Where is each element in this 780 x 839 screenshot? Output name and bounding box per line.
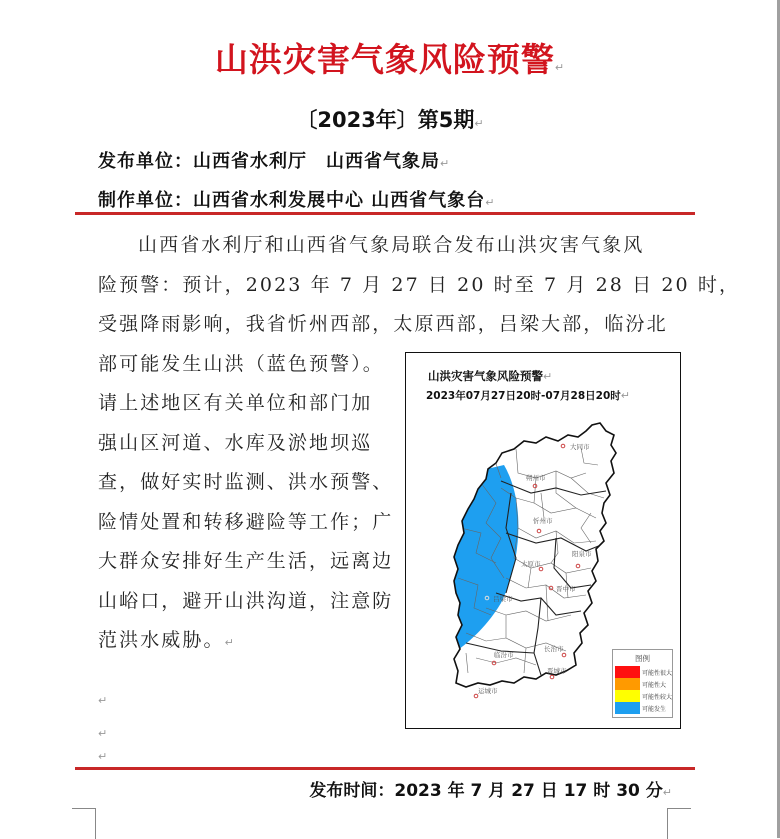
body-line: 山峪口，避开山洪沟道，注意防 — [98, 589, 394, 612]
body-line: 险预警：预计，2023 年 7 月 27 日 20 时至 7 月 28 日 20 时， — [98, 273, 741, 296]
body-line: 险情处置和转移避险等工作；广 — [98, 510, 394, 533]
svg-text:晋城市: 晋城市 — [547, 667, 567, 675]
map-legend — [612, 649, 673, 718]
svg-text:阳泉市: 阳泉市 — [572, 550, 592, 558]
legend-label: 可能性较大 — [642, 694, 673, 701]
paragraph-mark: ↵ — [224, 636, 236, 649]
body-line: 查，做好实时监测、洪水预警、 — [98, 471, 394, 493]
body-line: 部可能发生山洪（蓝色预警）。 — [98, 352, 384, 375]
legend-swatch — [615, 678, 640, 690]
svg-text:长治市: 长治市 — [544, 645, 564, 653]
svg-text:临汾市: 临汾市 — [494, 651, 514, 659]
legend-item-fairly-likely — [615, 690, 673, 702]
legend-label: 可能发生 — [642, 706, 667, 713]
svg-text:忻州市: 忻州市 — [533, 517, 553, 525]
legend-label: 可能性很大 — [642, 670, 673, 677]
legend-swatch — [615, 666, 640, 678]
producer-line — [98, 186, 495, 212]
header-divider — [75, 212, 695, 215]
legend-item-very-likely — [615, 666, 673, 678]
svg-text:太原市: 太原市 — [521, 560, 541, 568]
svg-text:运城市: 运城市 — [478, 687, 498, 695]
map-title: 山洪灾害气象风险预警↵ — [428, 369, 553, 383]
svg-text:吕梁市: 吕梁市 — [493, 595, 513, 603]
paragraph-mark: ↵ — [620, 389, 630, 402]
paragraph-mark: ↵ — [554, 61, 566, 74]
body-line: 强山区河道、水库及淤地坝巡 — [98, 431, 373, 454]
legend-item-possible — [615, 702, 673, 714]
legend-swatch — [615, 702, 640, 714]
paragraph-mark: ↵ — [98, 750, 108, 763]
warning-map-figure — [405, 352, 681, 729]
legend-title: 图例 — [635, 654, 650, 663]
city-jincheng — [547, 666, 567, 679]
page-corner-mark-left — [72, 808, 96, 839]
body-line: 受强降雨影响，我省忻州西部，太原西部，吕梁大部，临汾北 — [98, 313, 668, 335]
publisher-line — [98, 147, 450, 173]
page-corner-mark-right — [667, 808, 691, 839]
body-line-last: 范洪水威胁。↵ — [98, 629, 236, 651]
body-line: 山西省水利厅和山西省气象局联合发布山洪灾害气象风 — [138, 234, 645, 256]
footer-divider — [75, 767, 695, 770]
svg-text:晋中市: 晋中市 — [556, 585, 576, 593]
legend-item-likely — [615, 678, 673, 690]
producer-label: 制作单位： — [98, 190, 193, 211]
body-line: 请上述地区有关单位和部门加 — [98, 392, 373, 414]
legend-label: 可能性大 — [642, 682, 667, 689]
svg-text:朔州市: 朔州市 — [526, 474, 546, 482]
svg-text:大同市: 大同市 — [570, 443, 590, 451]
paragraph-mark: ↵ — [98, 694, 108, 707]
paragraph-mark: ↵ — [485, 196, 496, 209]
producer-value: 山西省水利发展中心 山西省气象台 — [193, 190, 486, 211]
paragraph-mark: ↵ — [440, 157, 451, 170]
issue-number: 〔2023年〕第5期↵ — [296, 108, 484, 132]
paragraph-mark: ↵ — [474, 117, 484, 130]
release-time: 发布时间：2023 年 7 月 27 日 17 时 30 分↵ — [309, 781, 672, 801]
legend-swatch — [615, 690, 640, 702]
body-line: 大群众安排好生产生活，远离边 — [98, 550, 394, 572]
map-time-range: 2023年07月27日20时-07月28日20时↵ — [426, 389, 630, 402]
city-yuncheng — [474, 686, 498, 698]
paragraph-mark: ↵ — [543, 370, 553, 383]
document-title: 山洪灾害气象风险预警↵ — [214, 40, 566, 79]
publisher-value: 山西省水利厅 山西省气象局 — [193, 151, 440, 172]
publisher-label: 发布单位： — [98, 151, 193, 172]
paragraph-mark: ↵ — [98, 727, 108, 740]
paragraph-mark: ↵ — [662, 786, 672, 799]
